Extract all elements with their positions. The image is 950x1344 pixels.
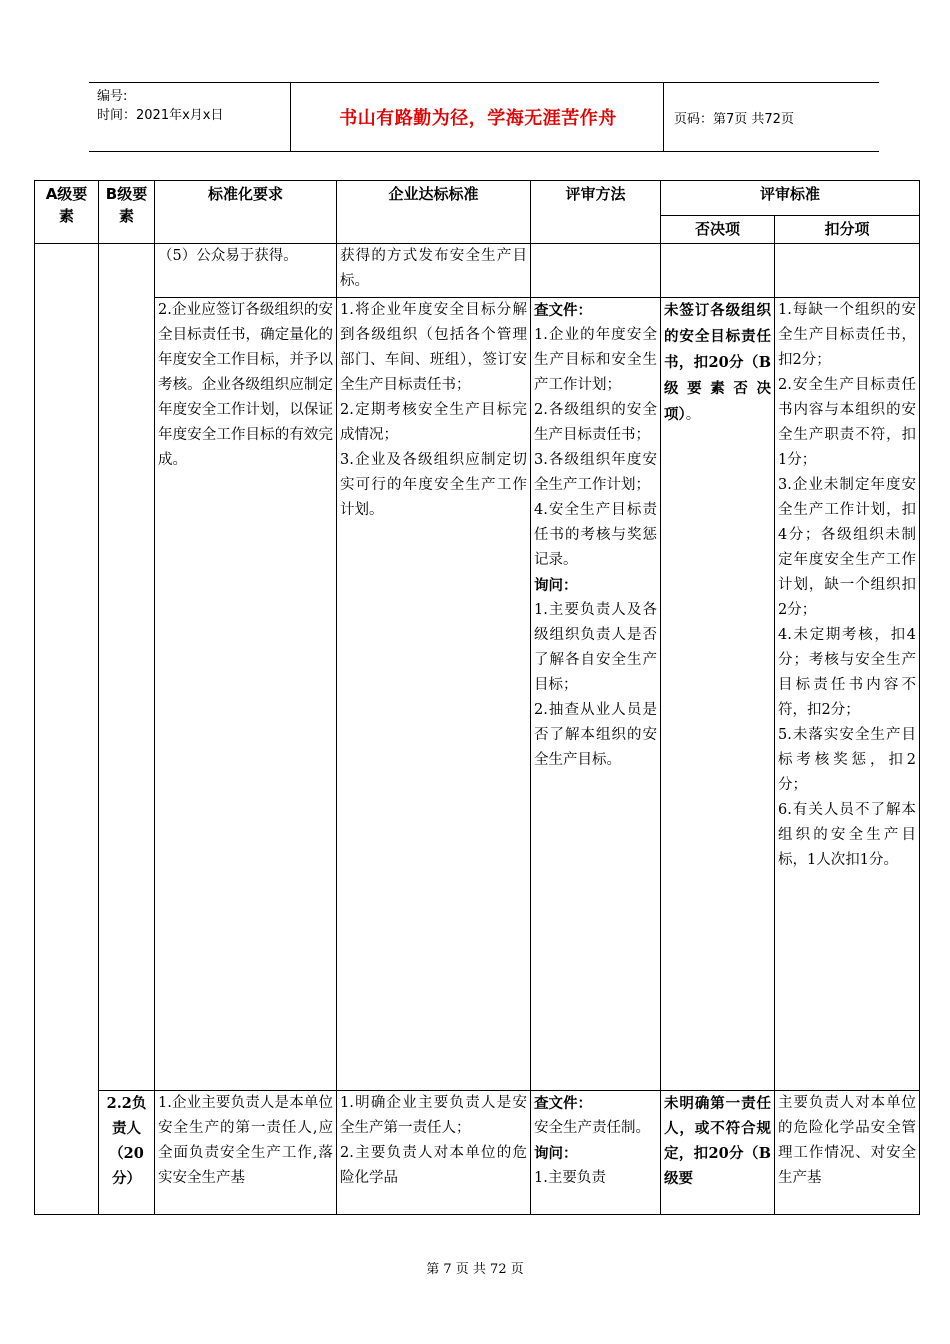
deduct-item: 1.每缺一个组织的安全生产目标责任书，扣2分；: [778, 302, 917, 368]
cell-standard: [337, 298, 531, 1091]
header-divider: [663, 83, 664, 151]
method-item: 1.企业的年度安全生产目标和安全生产工作计划；: [534, 327, 657, 393]
method-item: 2.抽查从业人员是否了解本组织的安全生产目标。: [534, 702, 657, 768]
method-heading: 询问：: [534, 1145, 578, 1162]
method-item: 1.主要负责人及各级组织负责人是否了解各自安全生产目标；: [534, 602, 657, 693]
col-header-criteria: 评审标准: [661, 181, 920, 216]
cell-deduct: [775, 244, 920, 298]
deduct-item: 4.未定期考核，扣4分；考核与安全生产目标责任书内容不符，扣2分；: [778, 627, 917, 718]
standard-item: 1.明确企业主要负责人是安全生产第一责任人；: [340, 1095, 527, 1136]
method-heading: 询问：: [534, 577, 578, 594]
deduct-item: 2.安全生产目标责任书内容与本组织的安全生产职责不符，扣1分；: [778, 377, 917, 468]
deduct-item: 6.有关人员不了解本组织的安全生产目标，1人次扣1分。: [778, 802, 917, 868]
header-page-code: 页码：第7页 共72页: [674, 111, 794, 127]
cell-method: [531, 1091, 661, 1215]
col-header-requirement: 标准化要求: [155, 181, 337, 244]
table-row: [35, 298, 920, 1091]
deduct-item: 3.企业未制定年度安全生产工作计划，扣4分；各级组织未制定年度安全生产工作计划，缺一个组织扣2分；: [778, 477, 917, 618]
col-header-standard: 企业达标标准: [337, 181, 531, 244]
header-meta: [97, 87, 223, 125]
standard-item: 2.主要负责人对本单位的危险化学品: [340, 1145, 527, 1186]
cell-deduct: [775, 298, 920, 1091]
cell-a-element: [35, 244, 99, 1215]
evaluation-table: [34, 180, 920, 1215]
col-header-veto: 否决项: [661, 216, 775, 244]
table-header-row: [35, 181, 920, 216]
cell-requirement: （5）公众易于获得。: [155, 244, 337, 298]
method-item: 3.各级组织年度安全生产工作计划；: [534, 452, 657, 493]
document-time-label: 时间：2021年x月x日: [97, 108, 224, 123]
document-number-label: 编号:: [97, 89, 128, 104]
cell-method: [531, 298, 661, 1091]
method-heading: 查文件：: [534, 1095, 592, 1112]
cell-requirement: 1.企业主要负责人是本单位安全生产的第一责任人,应全面负责安全生产工作,落实安全生产基: [155, 1091, 337, 1215]
deduct-item: 5.未落实安全生产目标考核奖惩，扣2分；: [778, 727, 917, 793]
cell-b-element: [99, 244, 155, 1091]
standard-item: 1.将企业年度安全目标分解到各级组织（包括各个管理部门、车间、班组），签订安全生产目标责任书；: [340, 302, 527, 393]
veto-text-tail: 。: [685, 407, 701, 423]
cell-requirement: 2.企业应签订各级组织的安全目标责任书，确定量化的年度安全工作目标，并予以考核。企业各级组织应制定年度安全工作计划，以保证年度安全工作目标的有效完成。: [155, 298, 337, 1091]
cell-deduct: 主要负责人对本单位的危险化学品安全管理工作情况、对安全生产基: [775, 1091, 920, 1215]
standard-item: 2.定期考核安全生产目标完成情况；: [340, 402, 527, 443]
col-header-method: 评审方法: [531, 181, 661, 244]
page-footer: 第 7 页 共 72 页: [426, 1262, 524, 1277]
col-header-deduct: 扣分项: [775, 216, 920, 244]
method-item: 4.安全生产目标责任书的考核与奖惩记录。: [534, 502, 657, 568]
cell-veto: [661, 298, 775, 1091]
veto-text: 未签订各级组织的安全目标责任书，扣20分（B级要素否决项）: [664, 302, 771, 423]
header-motto: 书山有路勤为径，学海无涯苦作舟: [339, 108, 617, 129]
page-header: [89, 82, 879, 152]
cell-method: [531, 244, 661, 298]
method-item: 2.各级组织的安全生产目标责任书；: [534, 402, 657, 443]
cell-veto: [661, 244, 775, 298]
cell-standard: 获得的方式发布安全生产目标。: [337, 244, 531, 298]
col-header-b-element: B级要素: [99, 181, 155, 244]
method-item: 安全生产责任制。: [534, 1120, 650, 1136]
cell-b-element: 2.2负责人（20分）: [99, 1091, 155, 1215]
cell-veto: 未明确第一责任人，或不符合规定，扣20分（B级要: [661, 1091, 775, 1215]
cell-standard: [337, 1091, 531, 1215]
col-header-a-element: A级要素: [35, 181, 99, 244]
table-row: [35, 244, 920, 298]
method-item: 1.主要负责: [534, 1170, 606, 1186]
table-row: [35, 1091, 920, 1215]
header-divider: [290, 83, 291, 151]
standard-item: 3.企业及各级组织应制定切实可行的年度安全生产工作计划。: [340, 452, 527, 518]
method-heading: 查文件：: [534, 302, 592, 319]
